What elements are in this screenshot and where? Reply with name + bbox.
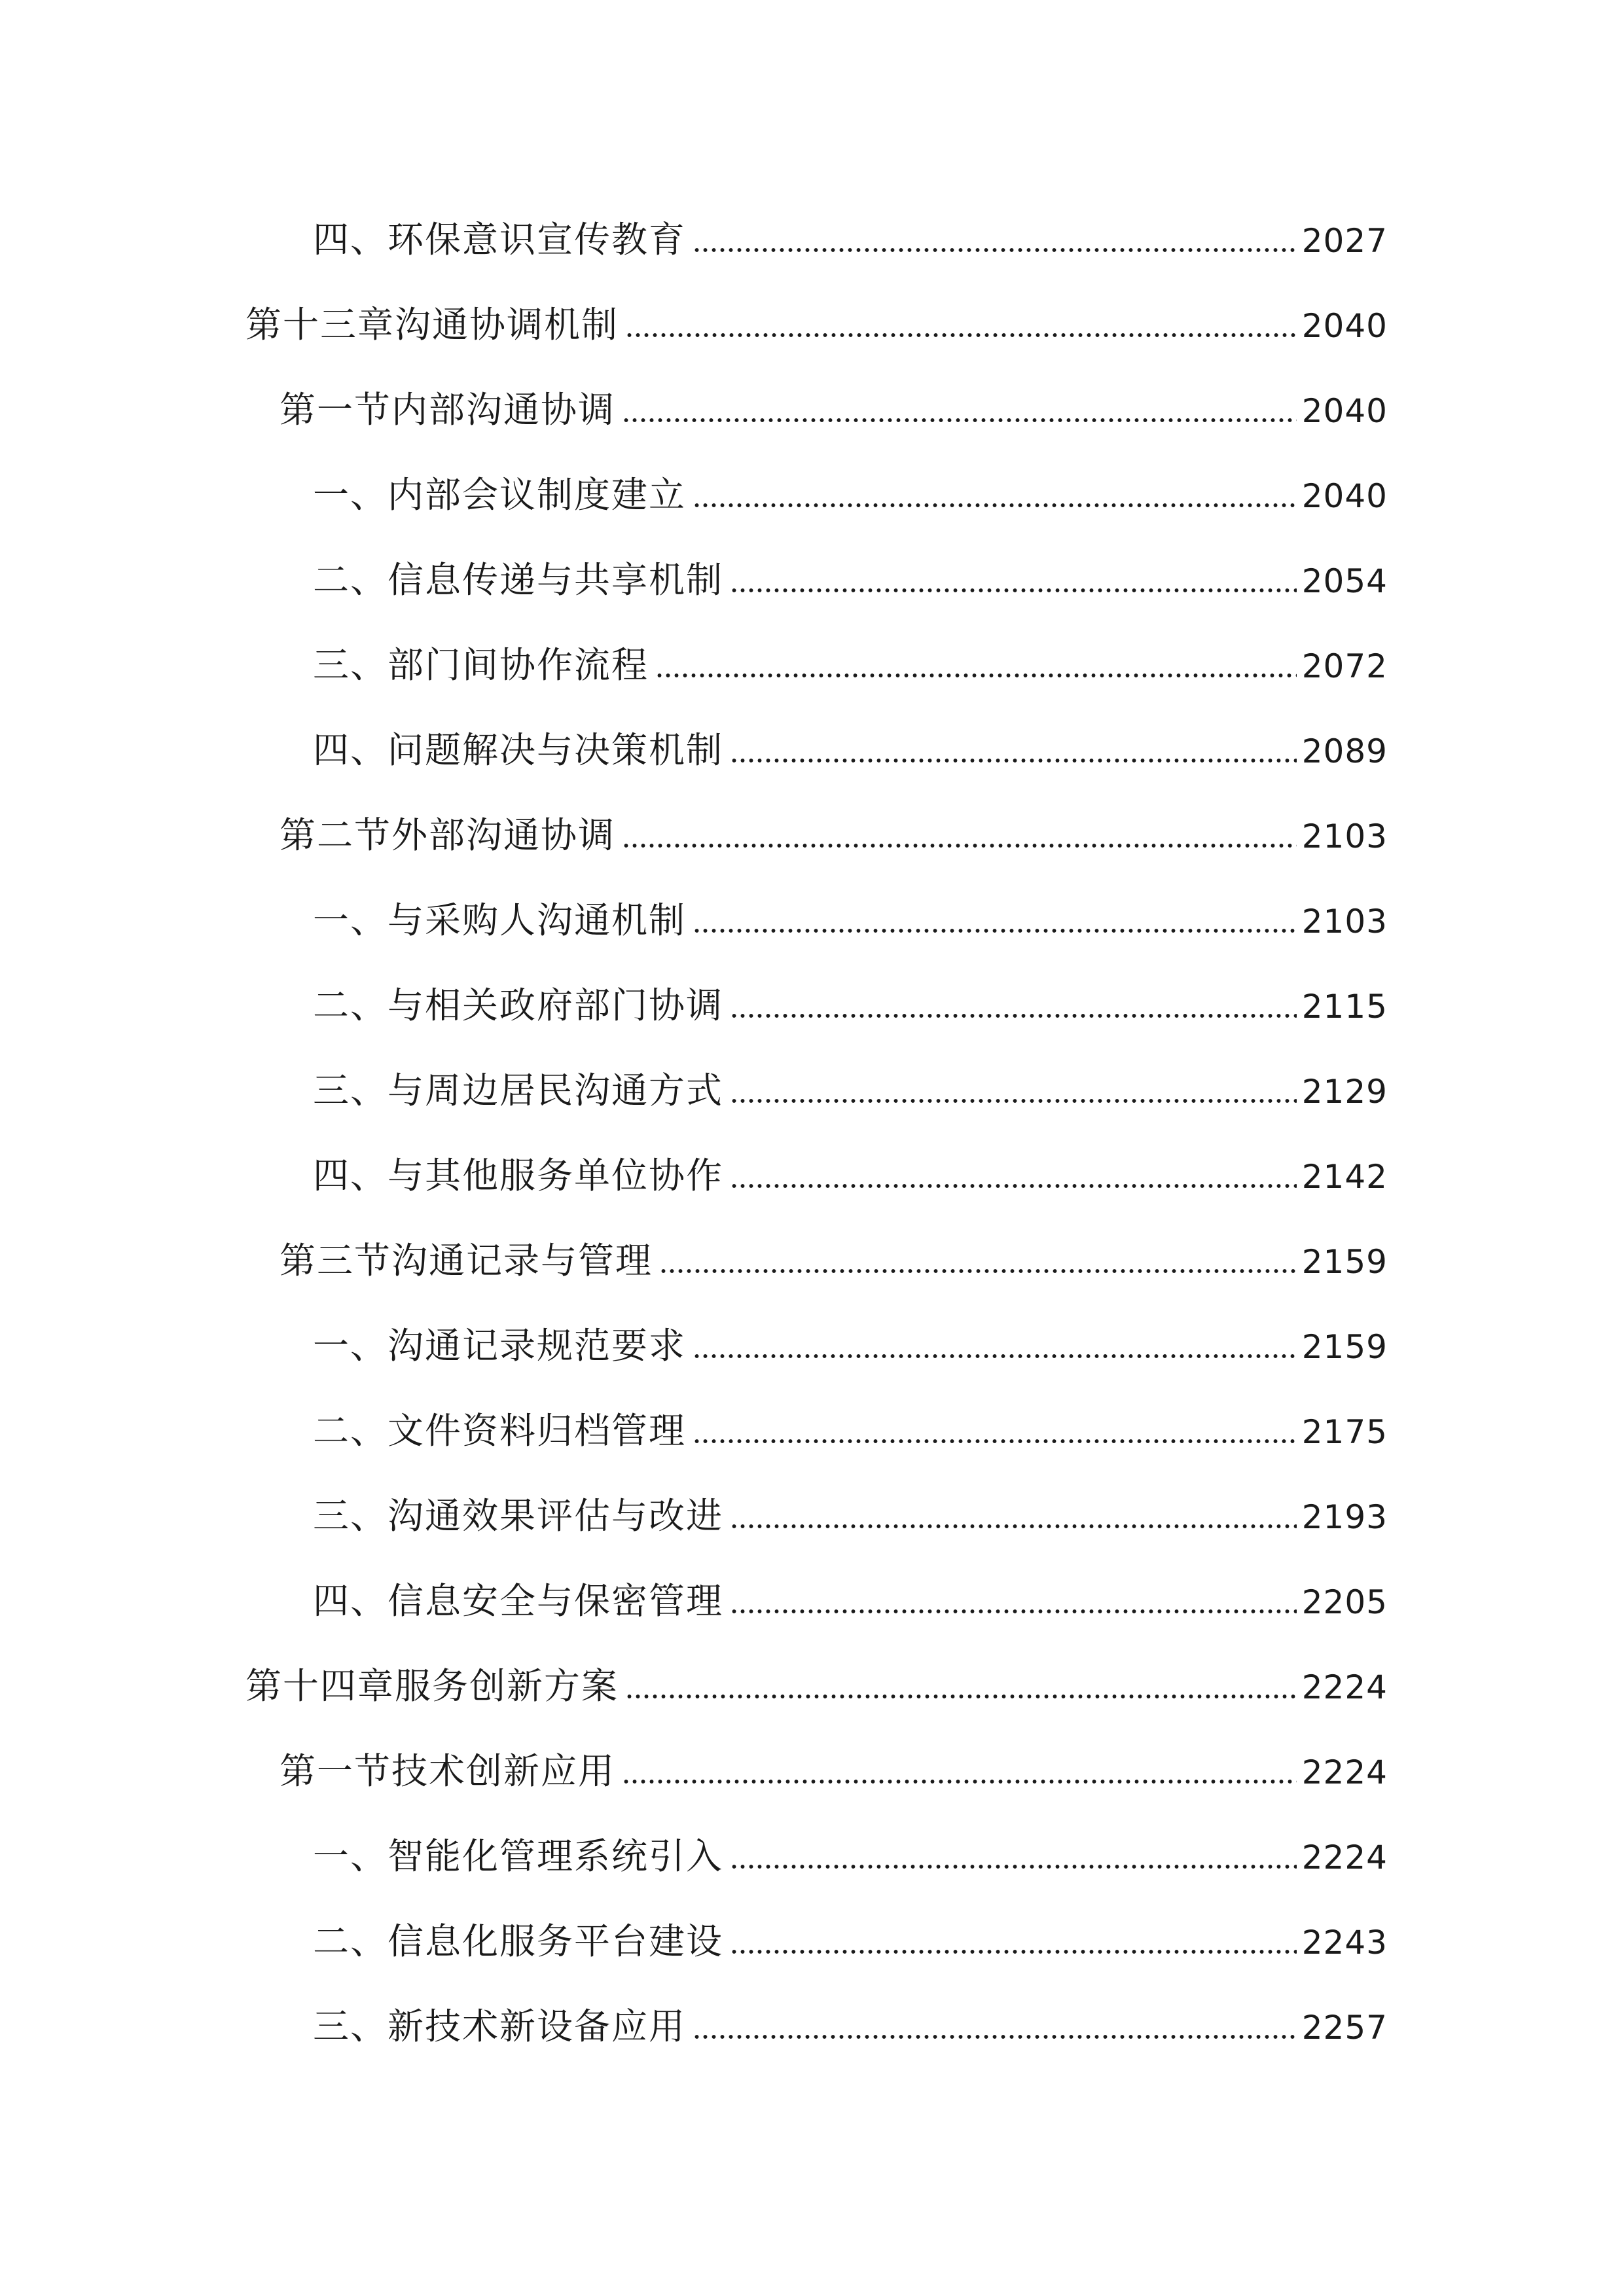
toc-entry-title: 二、信息化服务平台建设 [313, 1920, 724, 1962]
dot-leader [622, 842, 1297, 850]
dot-leader [730, 1863, 1297, 1871]
toc-entry-page-number: 2040 [1301, 477, 1388, 515]
toc-entry[interactable] [280, 1745, 1388, 1797]
toc-entry-page-number: 2129 [1301, 1073, 1388, 1111]
dot-leader [693, 927, 1297, 935]
toc-entry[interactable] [313, 1490, 1388, 1542]
toc-entry[interactable] [245, 298, 1388, 351]
dot-leader [730, 1522, 1297, 1530]
toc-entry-title: 一、沟通记录规范要求 [313, 1325, 687, 1367]
toc-entry-page-number: 2193 [1301, 1498, 1388, 1536]
toc-entry-title: 第二节外部沟通协调 [280, 814, 616, 856]
toc-entry-page-number: 2142 [1301, 1158, 1388, 1196]
toc-entry-title: 三、部门间协作流程 [313, 644, 649, 686]
dot-leader [693, 501, 1297, 509]
toc-entry[interactable] [313, 1064, 1388, 1117]
toc-entry[interactable] [313, 213, 1388, 266]
dot-leader [730, 1948, 1297, 1956]
toc-entry[interactable] [313, 554, 1388, 606]
toc-entry-title: 第三节沟通记录与管理 [280, 1240, 653, 1282]
dot-leader [625, 331, 1297, 339]
toc-entry-title: 三、与周边居民沟通方式 [313, 1069, 724, 1111]
toc-entry-page-number: 2115 [1301, 988, 1388, 1026]
toc-entry[interactable] [313, 1405, 1388, 1457]
toc-entry-page-number: 2257 [1301, 2009, 1388, 2047]
dot-leader [730, 586, 1297, 594]
toc-entry[interactable] [313, 639, 1388, 691]
toc-entry-page-number: 2040 [1301, 307, 1388, 345]
toc-entry-title: 一、与采购人沟通机制 [313, 899, 687, 941]
toc-entry-page-number: 2159 [1301, 1328, 1388, 1366]
toc-entry-title: 四、与其他服务单位协作 [313, 1155, 724, 1196]
dot-leader [693, 2033, 1297, 2041]
toc-entry[interactable] [313, 469, 1388, 521]
toc-entry[interactable] [313, 979, 1388, 1031]
toc-entry[interactable] [313, 1575, 1388, 1627]
toc-entry-title: 第十三章沟通协调机制 [245, 304, 619, 346]
toc-entry-title: 四、信息安全与保密管理 [313, 1580, 724, 1622]
toc-entry-page-number: 2027 [1301, 222, 1388, 260]
toc-entry[interactable] [280, 809, 1388, 861]
toc-entry-title: 二、信息传递与共享机制 [313, 559, 724, 601]
toc-entry[interactable] [313, 1830, 1388, 1882]
toc-entry[interactable] [313, 2000, 1388, 2053]
toc-entry-title: 三、新技术新设备应用 [313, 2005, 687, 2047]
dot-leader [693, 246, 1297, 254]
toc-entry-title: 第一节技术创新应用 [280, 1750, 616, 1792]
toc-entry[interactable] [313, 724, 1388, 776]
toc-entry[interactable] [280, 1234, 1388, 1287]
toc-entry-page-number: 2224 [1301, 1839, 1388, 1876]
dot-leader [625, 1693, 1297, 1700]
dot-leader [730, 1097, 1297, 1105]
dot-leader [659, 1267, 1297, 1275]
toc-entry[interactable] [313, 1319, 1388, 1372]
toc-entry-page-number: 2175 [1301, 1413, 1388, 1451]
toc-entry-page-number: 2103 [1301, 903, 1388, 941]
toc-entry-title: 二、文件资料归档管理 [313, 1410, 687, 1452]
toc-entry[interactable] [280, 384, 1388, 436]
dot-leader [693, 1437, 1297, 1445]
dot-leader [730, 1012, 1297, 1020]
toc-entry-page-number: 2159 [1301, 1243, 1388, 1281]
toc-entry-page-number: 2224 [1301, 1668, 1388, 1706]
toc-entry-page-number: 2054 [1301, 562, 1388, 600]
toc-entry[interactable] [313, 894, 1388, 946]
toc-entry[interactable] [245, 1660, 1388, 1712]
toc-entry-title: 二、与相关政府部门协调 [313, 984, 724, 1026]
toc-entry-title: 四、问题解决与决策机制 [313, 729, 724, 771]
toc-entry[interactable] [313, 1915, 1388, 1967]
dot-leader [655, 672, 1297, 679]
dot-leader [693, 1352, 1297, 1360]
toc-entry-title: 一、内部会议制度建立 [313, 474, 687, 516]
toc-entry-title: 第一节内部沟通协调 [280, 389, 616, 431]
dot-leader [622, 1778, 1297, 1785]
dot-leader [730, 1182, 1297, 1190]
toc-entry-title: 四、环保意识宣传教育 [313, 219, 687, 260]
dot-leader [730, 1607, 1297, 1615]
toc-entry-title: 三、沟通效果评估与改进 [313, 1495, 724, 1537]
toc-entry-page-number: 2040 [1301, 392, 1388, 430]
toc-entry-page-number: 2224 [1301, 1753, 1388, 1791]
toc-entry-page-number: 2072 [1301, 647, 1388, 685]
toc-entry-page-number: 2243 [1301, 1924, 1388, 1962]
dot-leader [730, 757, 1297, 764]
toc-entry-page-number: 2103 [1301, 817, 1388, 855]
toc-entry-page-number: 2089 [1301, 732, 1388, 770]
toc-entry-page-number: 2205 [1301, 1583, 1388, 1621]
dot-leader [622, 416, 1297, 424]
toc-entry[interactable] [313, 1149, 1388, 1202]
toc-entry-title: 一、智能化管理系统引入 [313, 1835, 724, 1877]
toc-entry-title: 第十四章服务创新方案 [245, 1665, 619, 1707]
